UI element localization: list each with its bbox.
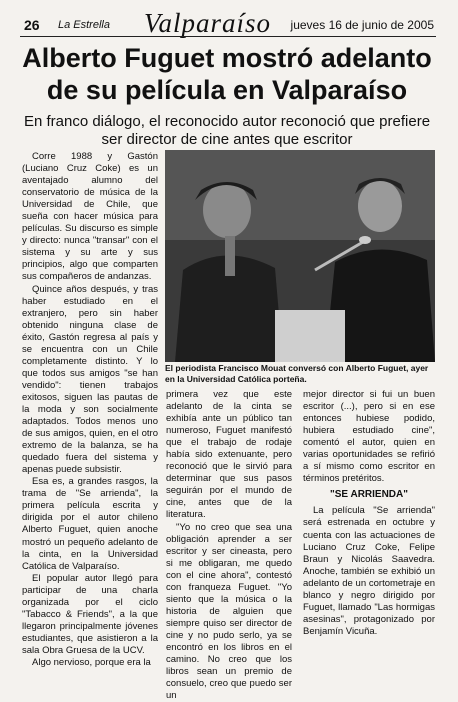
header-rule <box>20 36 436 37</box>
section-subtitle: "SE ARRIENDA" <box>329 489 408 501</box>
article-column-3 <box>303 389 435 637</box>
headline-line-1: Alberto Fuguet mostró adelanto <box>22 43 432 73</box>
paragraph: El popular autor llegó para participar de una charla organizada por el ciclo "Tabacco & Friends", a la que llegaron principalmente jóvenes estudiantes, que asistieron a la sala Obra Gruesa de la UCV. <box>22 572 158 656</box>
headline-line-2: de su película en Valparaíso <box>46 75 408 105</box>
paragraph: La película "Se arrienda" será estrenada en octubre y cuenta con las actuaciones de Luciano Cruz Coke, Felipe Braun y Nicolás Saavedra. Anoche, también se exhibió un adelanto de un cortometraje en blanco y negro dirigido por Fuguet, llamado "Las hormigas asesinas", protagonizado por Benjamín Vicuña. <box>303 505 435 637</box>
paragraph: Esa es, a grandes rasgos, la trama de "Se arrienda", la primera película escrita y dirigida por el autor chileno Alberto Fuguet, quien anoche mostró un pequeño adelanto de la cinta, en la Universidad Católica de Valparaíso. <box>22 476 158 572</box>
issue-date: jueves 16 de junio de 2005 <box>290 18 434 32</box>
subhead-line-2: ser director de cine antes que escritor <box>101 131 353 148</box>
article-column-1 <box>22 151 158 668</box>
paragraph: "Yo no creo que sea una obligación aprender a ser escritor y ser cineasta, pero si me obligaran, me quedo con el cine ahora", contestó con franqueza Fuguet. "Yo siento que la música o la historia de alguien que siempre quiso ser director de cine y no pudo serlo, ya se encontró en los libros en el camino. No creo que los libros sean un premio de consuelo, creo que puedo ser un <box>166 521 292 702</box>
paragraph: Corre 1988 y Gastón (Luciano Cruz Coke) es un aventajado alumno del conservatorio de música de la Universidad de Chile, que sueña con hacer música para películas. Su discurso es simple y directo: nunca "transar" con el sistema y su arte y sus principios, algo que comparten sus compañeros de andanzas. <box>22 151 158 283</box>
subheadline <box>22 113 432 149</box>
photo-image <box>165 150 435 362</box>
headline <box>22 42 432 106</box>
photo-caption: El periodista Francisco Mouat conversó con Alberto Fuguet, ayer en la Universidad Católica porteña. <box>165 363 429 384</box>
subhead-line-1: En franco diálogo, el reconocido autor reconoció que prefiere <box>23 113 431 130</box>
paragraph: primera vez que este adelanto de la cinta se exhibía ante un público tan numeroso, Fuguet manifestó que el trabajo de rodaje había sido extenuante, pero reconoció que le sirvió para determinar que sus pasos seguirán por el mundo de cine, antes que de la literatura. <box>166 389 292 521</box>
newspaper-name: La Estrella <box>58 19 110 31</box>
paragraph: Quince años después, y tras haber estudiado en el extranjero, pero sin haber obtenido ninguna clase de éxito, Gastón regresa al país y se encuentra con un Chile completamente distinto. Y lo que todos sus amigos "se han vendido": tienen trabajos exitosos, siguen las pautas de la moda y son socialmente adaptados. Todos menos uno de sus amigos, quien, en el otro extremo de la balanza, se ha quedado fuera del sistema y apenas puede subsistir. <box>22 283 158 476</box>
paragraph: Algo nervioso, porque era la <box>32 656 151 668</box>
page-number: 26 <box>24 17 40 33</box>
section-title: Valparaíso <box>144 8 272 38</box>
article-photo <box>165 150 435 362</box>
masthead <box>24 8 434 36</box>
article-column-2 <box>166 389 292 702</box>
paragraph: mejor director si fui un buen escritor (...), pero si en ese entonces hubiese podido, hubiera estudiado cine", comentó el autor, quien en varias oportunidades se refirió a sí mismo como escritor en términos pretéritos. <box>303 389 435 485</box>
